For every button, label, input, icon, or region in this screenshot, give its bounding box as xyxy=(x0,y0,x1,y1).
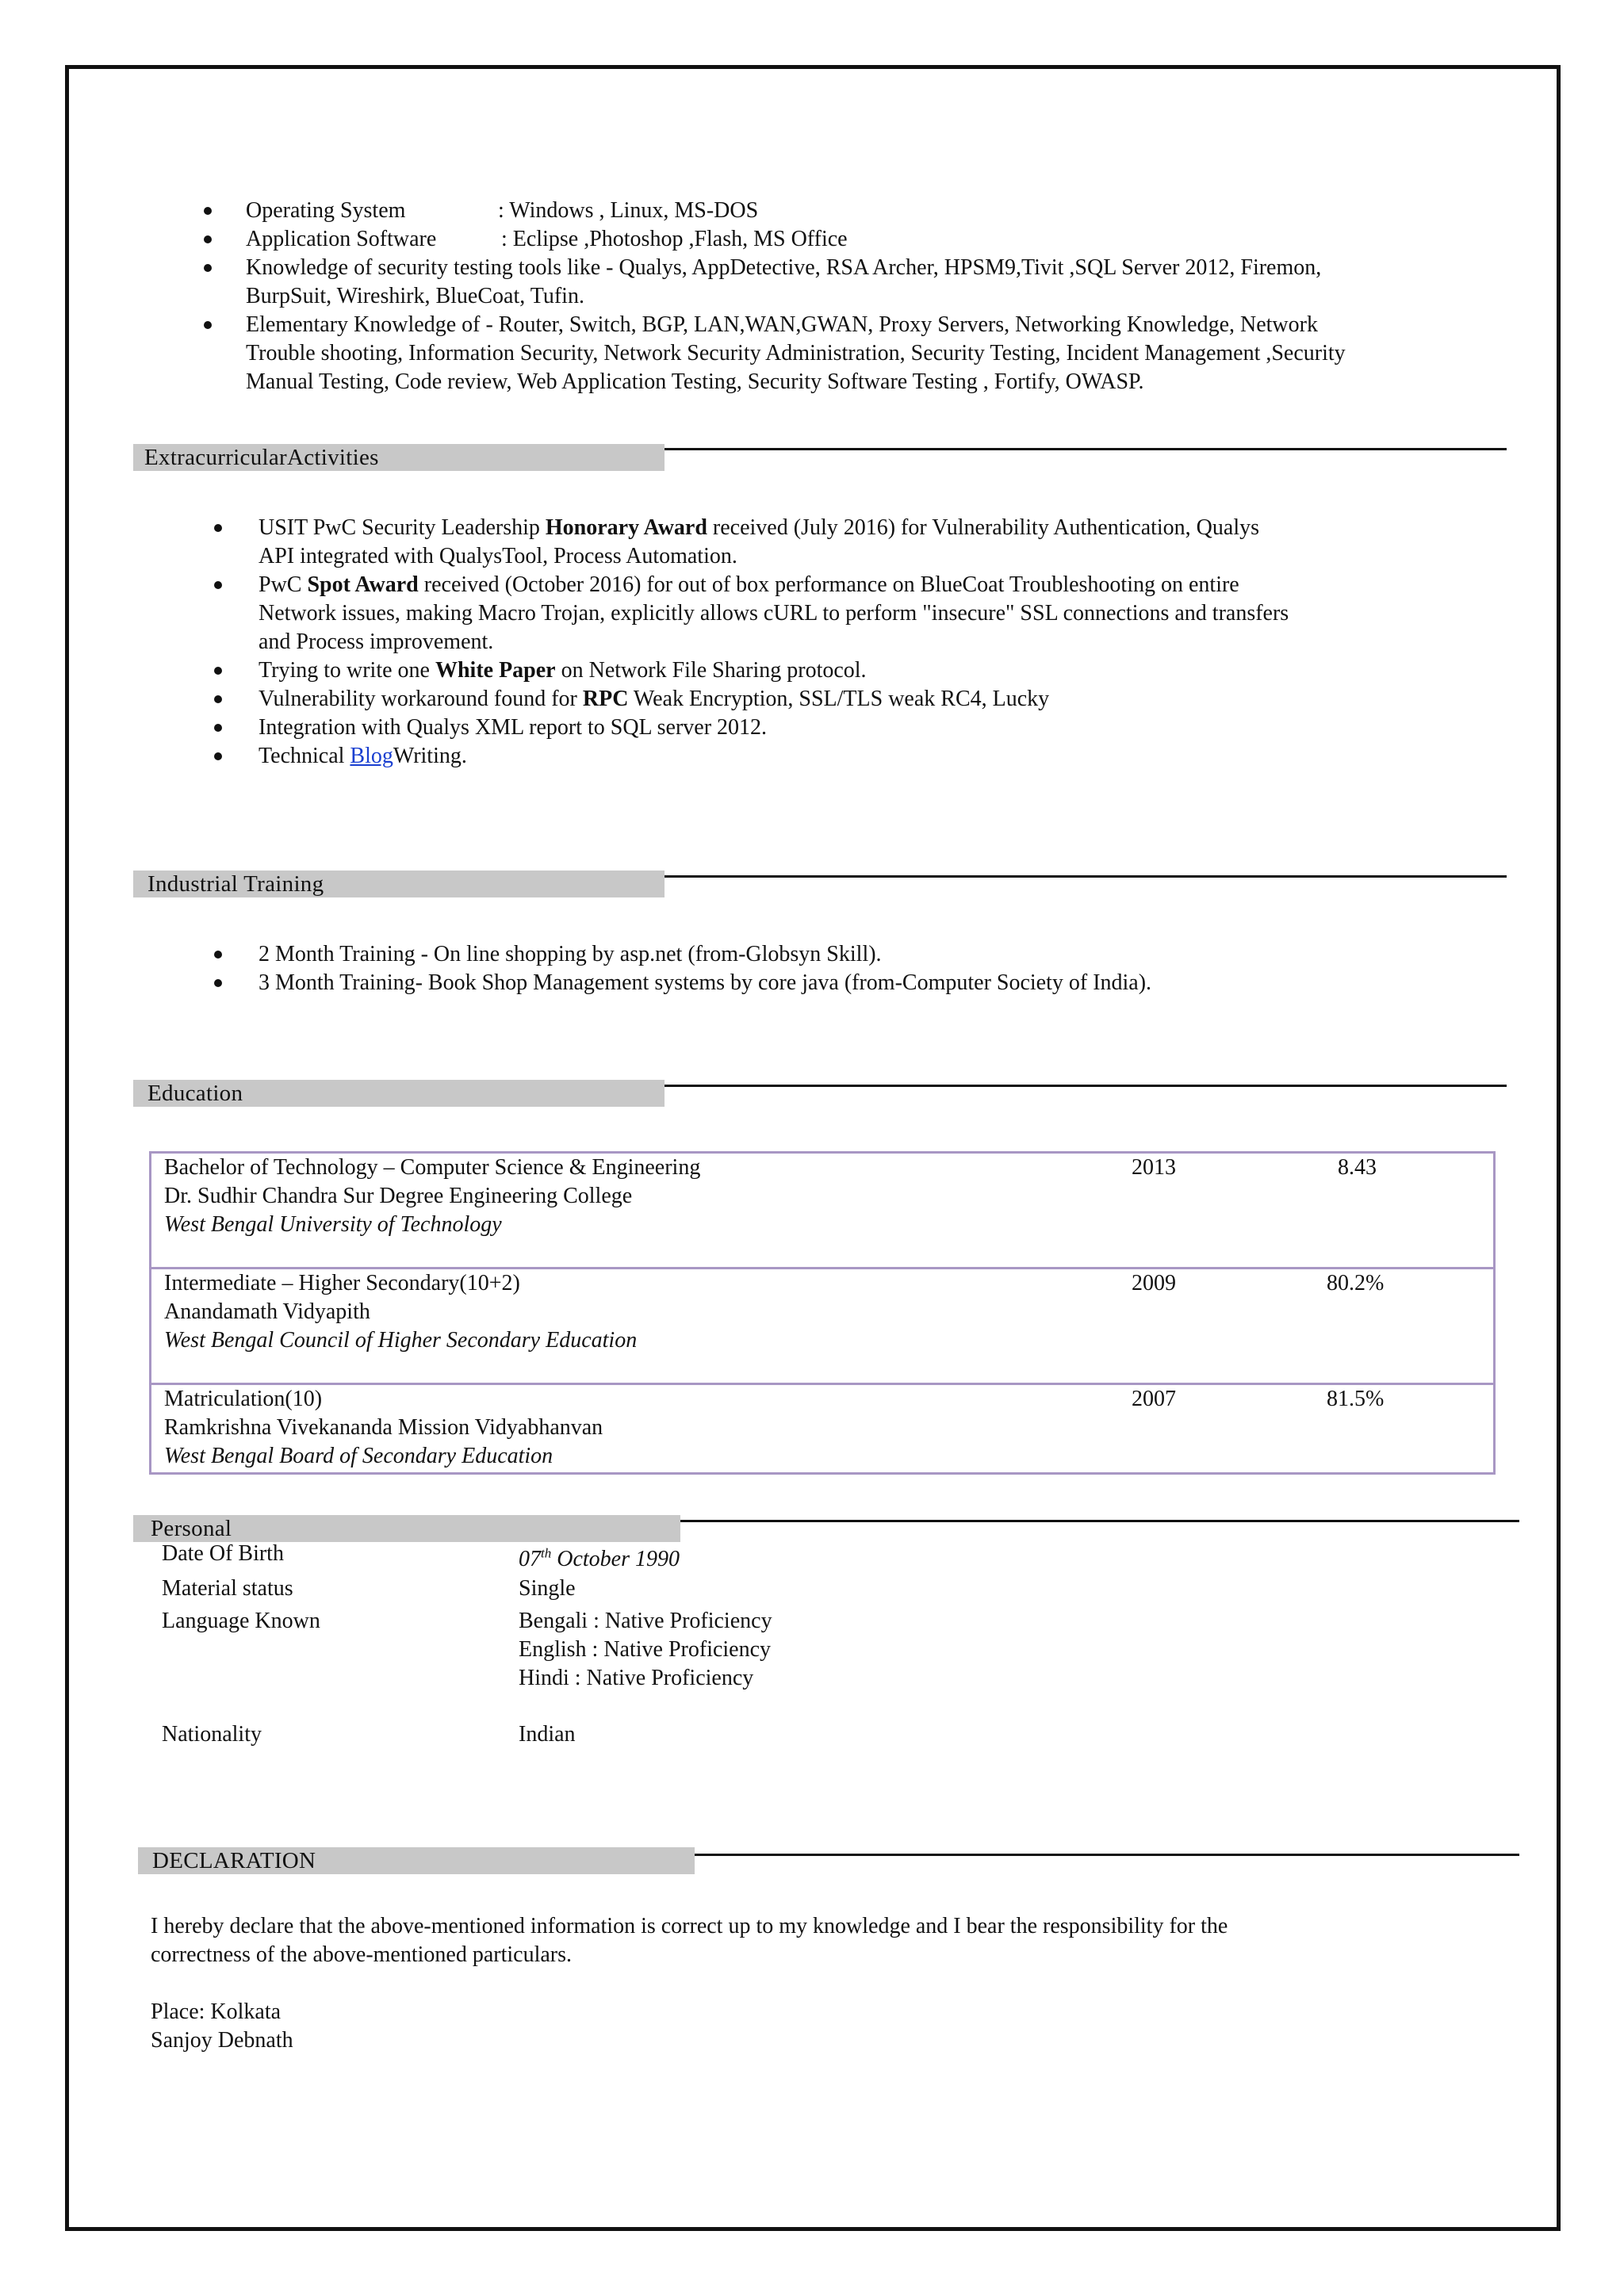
list-item xyxy=(246,197,1483,225)
list-item: Vulnerability workaround found for RPC Weak Encryption, SSL/TLS weak RC4, Lucky xyxy=(259,685,1448,714)
list-item xyxy=(246,311,1483,396)
section-title-training: Industrial Training xyxy=(147,871,324,897)
skill-text: Elementary Knowledge of - Router, Switch, BGP, LAN,WAN,GWAN, Proxy Servers, Networking Knowledge, Network xyxy=(246,312,1318,337)
skill-text: Trouble shooting, Information Security, Network Security Administration, Security Testing, Incident Management ,Security xyxy=(246,341,1346,365)
skill-value: : Eclipse ,Photoshop ,Flash, MS Office xyxy=(501,227,848,251)
institution: Anandamath Vidyapith xyxy=(164,1299,370,1324)
section-title-extracurricular: ExtracurricularActivities xyxy=(144,445,379,470)
bullet-icon xyxy=(214,524,222,532)
nationality-value: Indian xyxy=(519,1722,576,1747)
institution: Ramkrishna Vivekananda Mission Vidyabhanvan xyxy=(164,1415,603,1440)
table-row xyxy=(164,1385,1480,1471)
status-label: Material status xyxy=(162,1576,293,1601)
degree: Intermediate – Higher Secondary(10+2) xyxy=(164,1271,520,1295)
language-value: Hindi : Native Proficiency xyxy=(519,1666,754,1690)
status-value: Single xyxy=(519,1576,576,1601)
skill-value: : Windows , Linux, MS-DOS xyxy=(498,198,759,223)
section-rule xyxy=(665,448,1507,450)
list-item: USIT PwC Security Leadership Honorary Award received (July 2016) for Vulnerability Authentication, Qualys API integrated with QualysTool, Process Automation. xyxy=(259,514,1448,571)
institution: Dr. Sudhir Chandra Sur Degree Engineering College xyxy=(164,1184,633,1208)
activities-list xyxy=(259,514,1448,771)
list-item xyxy=(246,254,1483,311)
year: 2007 xyxy=(1132,1387,1176,1411)
section-title-personal: Personal xyxy=(151,1516,232,1541)
dob-label: Date Of Birth xyxy=(162,1541,284,1566)
skills-list xyxy=(246,197,1483,396)
table-row xyxy=(164,1154,1480,1239)
bullet-icon xyxy=(204,321,212,329)
list-item: 2 Month Training - On line shopping by asp.net (from-Globsyn Skill). xyxy=(259,940,1448,969)
list-item: Integration with Qualys XML report to SQL server 2012. xyxy=(259,714,1448,742)
section-rule xyxy=(680,1520,1519,1522)
bullet-icon xyxy=(214,724,222,732)
table-row xyxy=(164,1269,1480,1355)
bullet-icon xyxy=(214,581,222,589)
nationality-label: Nationality xyxy=(162,1722,262,1747)
board: West Bengal University of Technology xyxy=(164,1212,502,1237)
skill-label: Operating System xyxy=(246,198,406,223)
board: West Bengal Council of Higher Secondary Education xyxy=(164,1328,638,1353)
declaration-text: I hereby declare that the above-mentioned information is correct up to my knowledge and I bear the responsibility for the xyxy=(151,1914,1228,1938)
skill-text: BurpSuit, Wireshirk, BlueCoat, Tufin. xyxy=(246,284,584,308)
bullet-icon xyxy=(214,695,222,703)
bullet-icon xyxy=(204,235,212,243)
section-rule xyxy=(695,1854,1519,1856)
skill-label: Application Software xyxy=(246,227,437,251)
award-name: Spot Award xyxy=(307,572,419,597)
bullet-icon xyxy=(214,667,222,675)
bullet-icon xyxy=(214,752,222,760)
training-list xyxy=(259,940,1448,997)
score: 8.43 xyxy=(1338,1155,1377,1180)
section-title-declaration: DECLARATION xyxy=(152,1848,316,1873)
bullet-icon xyxy=(204,264,212,272)
skill-text: Manual Testing, Code review, Web Application Testing, Security Software Testing , Fortify, OWASP. xyxy=(246,369,1144,394)
board: West Bengal Board of Secondary Education xyxy=(164,1444,553,1468)
year: 2013 xyxy=(1132,1155,1176,1180)
award-name: Honorary Award xyxy=(545,515,707,540)
place: Place: Kolkata xyxy=(151,1999,282,2024)
section-rule xyxy=(665,875,1507,878)
bullet-icon xyxy=(214,951,222,959)
degree: Matriculation(10) xyxy=(164,1387,323,1411)
bullet-icon xyxy=(214,979,222,987)
dob-value: 07th October 1990 xyxy=(519,1546,680,1572)
list-item: 3 Month Training- Book Shop Management systems by core java (from-Computer Society of India). xyxy=(259,969,1448,997)
language-label: Language Known xyxy=(162,1609,320,1633)
list-item: PwC Spot Award received (October 2016) for out of box performance on BlueCoat Troubleshooting on entire Network issues, making Macro Trojan, explicitly allows cURL to perform "insecure" SSL connections and transfers and Process improvement. xyxy=(259,571,1448,656)
section-title-education: Education xyxy=(147,1081,243,1106)
education-table xyxy=(149,1151,1496,1475)
list-item xyxy=(246,225,1483,254)
list-item: Technical BlogWriting. xyxy=(259,742,1448,771)
degree: Bachelor of Technology – Computer Science & Engineering xyxy=(164,1155,701,1180)
skill-text: Knowledge of security testing tools like - Qualys, AppDetective, RSA Archer, HPSM9,Tivit ,SQL Server 2012, Firemon, xyxy=(246,255,1322,280)
section-rule xyxy=(665,1085,1507,1087)
blog-link[interactable]: Blog xyxy=(350,744,393,768)
language-value: Bengali : Native Proficiency xyxy=(519,1609,772,1633)
score: 80.2% xyxy=(1327,1271,1385,1295)
declaration-text: correctness of the above-mentioned particulars. xyxy=(151,1942,573,1967)
score: 81.5% xyxy=(1327,1387,1385,1411)
bullet-icon xyxy=(204,207,212,215)
list-item: Trying to write one White Paper on Network File Sharing protocol. xyxy=(259,656,1448,685)
signature-name: Sanjoy Debnath xyxy=(151,2028,293,2053)
language-value: English : Native Proficiency xyxy=(519,1637,772,1662)
year: 2009 xyxy=(1132,1271,1176,1295)
